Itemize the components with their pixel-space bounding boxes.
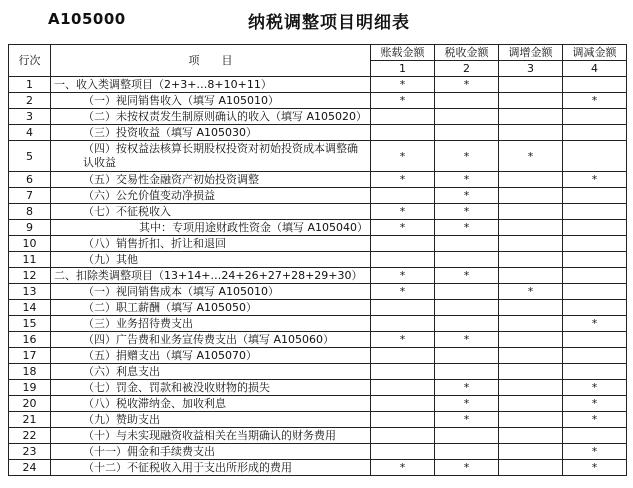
- table-row: [9, 204, 627, 220]
- amount-cell-col-1: [371, 300, 435, 316]
- amount-cell-col-4: [563, 236, 627, 252]
- line-number: 24: [9, 460, 51, 476]
- line-number: 2: [9, 93, 51, 109]
- line-number: 14: [9, 300, 51, 316]
- line-number: 21: [9, 412, 51, 428]
- item-label: （一）视同销售收入（填写 A105010）: [51, 93, 371, 109]
- header-col-num-2: 2: [435, 61, 499, 77]
- amount-cell-col-3: [499, 380, 563, 396]
- amount-cell-col-1: [371, 412, 435, 428]
- amount-cell-col-1: *: [371, 141, 435, 172]
- item-label: （三）业务招待费支出: [51, 316, 371, 332]
- amount-cell-col-1: *: [371, 332, 435, 348]
- amount-cell-col-4: [563, 428, 627, 444]
- amount-cell-col-2: *: [435, 412, 499, 428]
- amount-cell-col-4: *: [563, 172, 627, 188]
- amount-cell-col-3: [499, 268, 563, 284]
- item-label: （十一）佣金和手续费支出: [51, 444, 371, 460]
- amount-cell-col-3: [499, 204, 563, 220]
- amount-cell-col-4: [563, 220, 627, 236]
- table-row: [9, 252, 627, 268]
- amount-cell-col-1: [371, 364, 435, 380]
- amount-cell-col-2: *: [435, 396, 499, 412]
- amount-cell-col-4: *: [563, 460, 627, 476]
- amount-cell-col-2: *: [435, 220, 499, 236]
- amount-cell-col-1: *: [371, 93, 435, 109]
- item-label: （七）不征税收入: [51, 204, 371, 220]
- amount-cell-col-2: [435, 125, 499, 141]
- form-title: 纳税调整项目明细表: [248, 13, 410, 33]
- item-label: （十）与未实现融资收益相关在当期确认的财务费用: [51, 428, 371, 444]
- amount-cell-col-4: *: [563, 93, 627, 109]
- header-item: 项 目: [51, 45, 371, 77]
- amount-cell-col-4: [563, 284, 627, 300]
- line-number: 6: [9, 172, 51, 188]
- amount-cell-col-2: [435, 284, 499, 300]
- table-row: [9, 380, 627, 396]
- amount-cell-col-2: [435, 348, 499, 364]
- item-label: （九）其他: [51, 252, 371, 268]
- item-label: （七）罚金、罚款和被没收财物的损失: [51, 380, 371, 396]
- header-line-no: 行次: [9, 45, 51, 77]
- line-number: 12: [9, 268, 51, 284]
- amount-cell-col-2: [435, 93, 499, 109]
- amount-cell-col-3: [499, 109, 563, 125]
- amount-cell-col-2: *: [435, 460, 499, 476]
- item-label: 一、收入类调整项目（2+3+…8+10+11）: [51, 77, 371, 93]
- table-row: [9, 412, 627, 428]
- line-number: 9: [9, 220, 51, 236]
- line-number: 19: [9, 380, 51, 396]
- amount-cell-col-3: [499, 300, 563, 316]
- table-row: [9, 364, 627, 380]
- amount-cell-col-3: [499, 236, 563, 252]
- line-number: 22: [9, 428, 51, 444]
- amount-cell-col-3: [499, 364, 563, 380]
- amount-cell-col-4: [563, 348, 627, 364]
- item-label: 二、扣除类调整项目（13+14+…24+26+27+28+29+30）: [51, 268, 371, 284]
- amount-cell-col-2: [435, 252, 499, 268]
- amount-cell-col-4: [563, 125, 627, 141]
- header-book-amount: 账载金额: [371, 45, 435, 61]
- amount-cell-col-4: [563, 252, 627, 268]
- table-row: [9, 444, 627, 460]
- amount-cell-col-3: [499, 348, 563, 364]
- header-decrease-amount: 调减金额: [563, 45, 627, 61]
- table-row: [9, 396, 627, 412]
- form-code: A105000: [48, 10, 126, 28]
- amount-cell-col-4: [563, 141, 627, 172]
- amount-cell-col-3: [499, 428, 563, 444]
- header-increase-amount: 调增金额: [499, 45, 563, 61]
- item-label: （五）捐赠支出（填写 A105070）: [51, 348, 371, 364]
- adjustment-table: [8, 44, 627, 476]
- amount-cell-col-1: *: [371, 172, 435, 188]
- amount-cell-col-3: [499, 172, 563, 188]
- table-row: [9, 93, 627, 109]
- line-number: 5: [9, 141, 51, 172]
- table-row: [9, 77, 627, 93]
- amount-cell-col-1: [371, 125, 435, 141]
- amount-cell-col-2: *: [435, 332, 499, 348]
- amount-cell-col-3: [499, 444, 563, 460]
- amount-cell-col-4: [563, 300, 627, 316]
- amount-cell-col-1: [371, 380, 435, 396]
- amount-cell-col-1: *: [371, 460, 435, 476]
- item-label: （九）赞助支出: [51, 412, 371, 428]
- item-label: （三）投资收益（填写 A105030）: [51, 125, 371, 141]
- amount-cell-col-3: [499, 460, 563, 476]
- table-row: [9, 460, 627, 476]
- header-col-num-3: 3: [499, 61, 563, 77]
- item-label: （十二）不征税收入用于支出所形成的费用: [51, 460, 371, 476]
- amount-cell-col-4: [563, 204, 627, 220]
- table-row: [9, 348, 627, 364]
- item-label: （六）公允价值变动净损益: [51, 188, 371, 204]
- table-row: [9, 284, 627, 300]
- amount-cell-col-1: [371, 396, 435, 412]
- table-row: [9, 300, 627, 316]
- line-number: 8: [9, 204, 51, 220]
- amount-cell-col-1: [371, 444, 435, 460]
- amount-cell-col-4: *: [563, 396, 627, 412]
- amount-cell-col-3: [499, 125, 563, 141]
- amount-cell-col-1: [371, 109, 435, 125]
- amount-cell-col-3: *: [499, 284, 563, 300]
- amount-cell-col-1: [371, 188, 435, 204]
- amount-cell-col-3: *: [499, 141, 563, 172]
- amount-cell-col-2: [435, 300, 499, 316]
- amount-cell-col-1: *: [371, 284, 435, 300]
- line-number: 20: [9, 396, 51, 412]
- item-label: （二）未按权责发生制原则确认的收入（填写 A105020）: [51, 109, 371, 125]
- line-number: 18: [9, 364, 51, 380]
- amount-cell-col-1: [371, 428, 435, 444]
- table-body: [9, 77, 627, 476]
- amount-cell-col-2: [435, 444, 499, 460]
- amount-cell-col-4: *: [563, 412, 627, 428]
- table-row: [9, 141, 627, 172]
- amount-cell-col-1: [371, 252, 435, 268]
- item-label: （八）销售折扣、折让和退回: [51, 236, 371, 252]
- amount-cell-col-2: *: [435, 204, 499, 220]
- amount-cell-col-2: *: [435, 77, 499, 93]
- amount-cell-col-4: [563, 77, 627, 93]
- line-number: 23: [9, 444, 51, 460]
- table-row: [9, 332, 627, 348]
- header-tax-amount: 税收金额: [435, 45, 499, 61]
- item-label: （四）按权益法核算长期股权投资对初始投资成本调整确认收益: [51, 141, 371, 172]
- amount-cell-col-2: *: [435, 380, 499, 396]
- amount-cell-col-1: *: [371, 268, 435, 284]
- header-col-num-1: 1: [371, 61, 435, 77]
- amount-cell-col-3: [499, 332, 563, 348]
- line-number: 16: [9, 332, 51, 348]
- item-label: 其中：专项用途财政性资金（填写 A105040）: [51, 220, 371, 236]
- table-row: [9, 268, 627, 284]
- amount-cell-col-1: *: [371, 77, 435, 93]
- table-row: [9, 236, 627, 252]
- amount-cell-col-4: *: [563, 316, 627, 332]
- amount-cell-col-2: [435, 236, 499, 252]
- table-row: [9, 428, 627, 444]
- amount-cell-col-1: *: [371, 220, 435, 236]
- item-label: （六）利息支出: [51, 364, 371, 380]
- item-label: （四）广告费和业务宣传费支出（填写 A105060）: [51, 332, 371, 348]
- amount-cell-col-3: [499, 188, 563, 204]
- line-number: 15: [9, 316, 51, 332]
- amount-cell-col-2: [435, 428, 499, 444]
- amount-cell-col-4: [563, 364, 627, 380]
- table-row: [9, 172, 627, 188]
- amount-cell-col-3: [499, 396, 563, 412]
- item-label: （二）职工薪酬（填写 A105050）: [51, 300, 371, 316]
- table-row: [9, 316, 627, 332]
- table-row: [9, 109, 627, 125]
- amount-cell-col-4: [563, 332, 627, 348]
- amount-cell-col-2: *: [435, 141, 499, 172]
- line-number: 1: [9, 77, 51, 93]
- line-number: 7: [9, 188, 51, 204]
- line-number: 3: [9, 109, 51, 125]
- amount-cell-col-2: [435, 109, 499, 125]
- header-col-num-4: 4: [563, 61, 627, 77]
- amount-cell-col-2: [435, 364, 499, 380]
- amount-cell-col-4: *: [563, 380, 627, 396]
- item-label: （八）税收滞纳金、加收利息: [51, 396, 371, 412]
- amount-cell-col-4: [563, 188, 627, 204]
- amount-cell-col-3: [499, 220, 563, 236]
- amount-cell-col-4: *: [563, 444, 627, 460]
- amount-cell-col-3: [499, 93, 563, 109]
- item-label: （一）视同销售成本（填写 A105010）: [51, 284, 371, 300]
- amount-cell-col-2: *: [435, 188, 499, 204]
- amount-cell-col-1: [371, 236, 435, 252]
- line-number: 4: [9, 125, 51, 141]
- amount-cell-col-1: [371, 348, 435, 364]
- amount-cell-col-2: [435, 316, 499, 332]
- table-row: [9, 220, 627, 236]
- line-number: 13: [9, 284, 51, 300]
- line-number: 17: [9, 348, 51, 364]
- amount-cell-col-2: *: [435, 268, 499, 284]
- amount-cell-col-3: [499, 252, 563, 268]
- line-number: 10: [9, 236, 51, 252]
- amount-cell-col-1: *: [371, 204, 435, 220]
- amount-cell-col-3: [499, 316, 563, 332]
- table-row: [9, 188, 627, 204]
- amount-cell-col-2: *: [435, 172, 499, 188]
- amount-cell-col-1: [371, 316, 435, 332]
- amount-cell-col-4: [563, 109, 627, 125]
- line-number: 11: [9, 252, 51, 268]
- table-row: [9, 125, 627, 141]
- item-label: （五）交易性金融资产初始投资调整: [51, 172, 371, 188]
- amount-cell-col-3: [499, 77, 563, 93]
- amount-cell-col-4: [563, 268, 627, 284]
- amount-cell-col-3: [499, 412, 563, 428]
